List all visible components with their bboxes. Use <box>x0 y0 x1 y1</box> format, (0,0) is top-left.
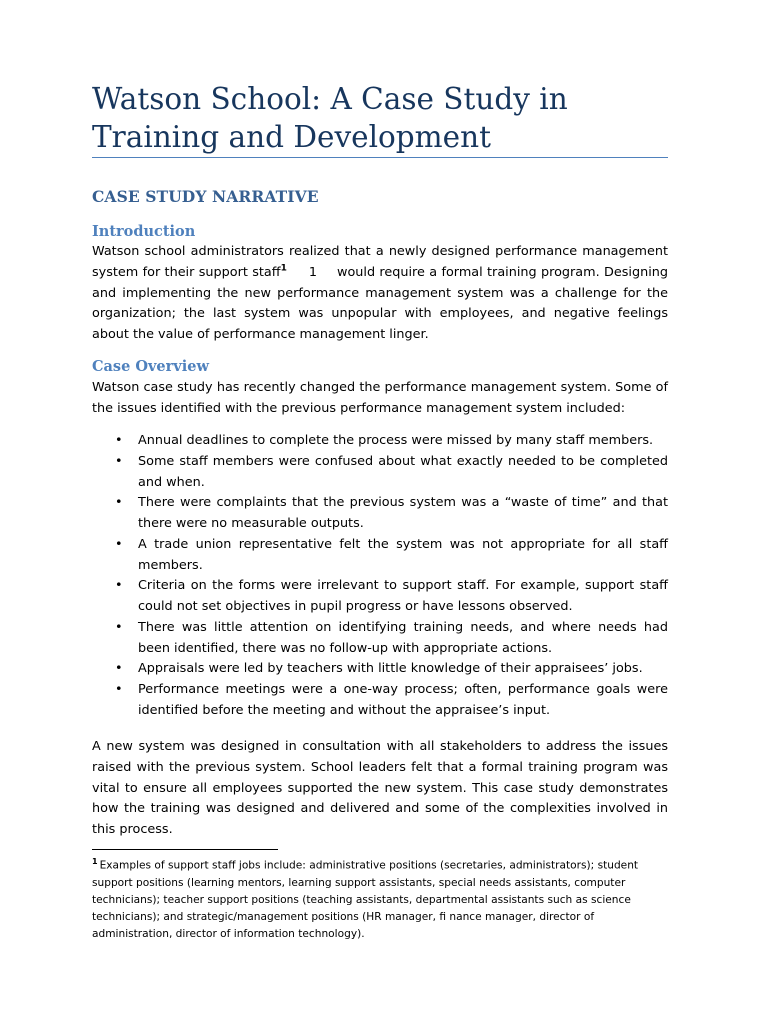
introduction-paragraph <box>92 242 668 346</box>
page-title: Watson School: A Case Study in Training and Development <box>92 82 568 154</box>
bullet-icon: • <box>115 682 123 697</box>
case-overview-intro: Watson case study has recently changed the performance management system. Some of the issues identified with the previous performance management system included: <box>92 380 668 416</box>
section-heading: CASE STUDY NARRATIVE <box>92 187 319 206</box>
bullet-icon: • <box>115 495 123 511</box>
bullet-icon: • <box>115 453 123 469</box>
case-overview-heading: Case Overview <box>92 358 209 375</box>
list-item: • Some staff members were confused about what exactly needed to be completed and when. <box>115 453 668 490</box>
list-item: • Appraisals were led by teachers with little knowledge of their appraisees’ jobs. <box>92 659 668 680</box>
list-item: • Criteria on the forms were irrelevant to support staff. For example, support staff could not set objectives in pupil progress or have lessons observed. <box>115 578 668 614</box>
list-item: • Performance meetings were a one-way process; often, performance goals were identified before the meeting and without the appraisee’s input. <box>115 682 668 718</box>
introduction-heading: Introduction <box>92 223 196 240</box>
footnote-divider <box>92 849 278 850</box>
introduction-text-end: would require a formal training program. Designing and implementing the new performance management system was a challenge for the organization; the last system was unpopular with employees, and negative feelings about the value of performance management linger. <box>92 264 668 342</box>
closing-paragraph: A new system was designed in consultation with all stakeholders to address the issues raised with the previous system. School leaders felt that a formal training program was vital to ensure all employees supported the new system. This case study demonstrates how the training was designed and delivered and some of the complexities involved in this process. <box>92 739 668 837</box>
footnote-marker: 1 <box>92 857 98 866</box>
title-divider <box>92 157 668 158</box>
bullet-icon: • <box>115 578 123 594</box>
footnote <box>92 853 668 944</box>
bullet-icon: • <box>115 536 123 552</box>
introduction-text-start: Watson school administrators realized that a newly designed performance management system for their support staff <box>92 244 668 280</box>
list-item: • There were complaints that the previous system was a “waste of time” and that there were no measurable outputs. <box>115 495 668 531</box>
bullet-icon: • <box>115 661 123 677</box>
inline-number: 1 <box>308 264 317 280</box>
list-item: • There was little attention on identifying training needs, and where needs had been identified, there was no follow-up with appropriate actions. <box>115 619 668 656</box>
list-item: • Annual deadlines to complete the process were missed by many staff members. <box>92 431 668 452</box>
list-item: • A trade union representative felt the system was not appropriate for all staff members. <box>115 536 668 573</box>
bullet-icon: • <box>115 619 123 635</box>
footnote-reference: 1 <box>280 263 287 274</box>
issues-list <box>92 431 668 722</box>
footnote-text: Examples of support staff jobs include: administrative positions (secretaries, administrators); student support positions (learning mentors, learning support assistants, special needs assistants, computer technicians); teacher support positions (teaching assistants, departmental assistants such as science technicians); and strategic/management positions (HR manager, fi nance manager, director of administration, director of information technology). <box>92 859 639 941</box>
bullet-icon: • <box>115 433 123 448</box>
